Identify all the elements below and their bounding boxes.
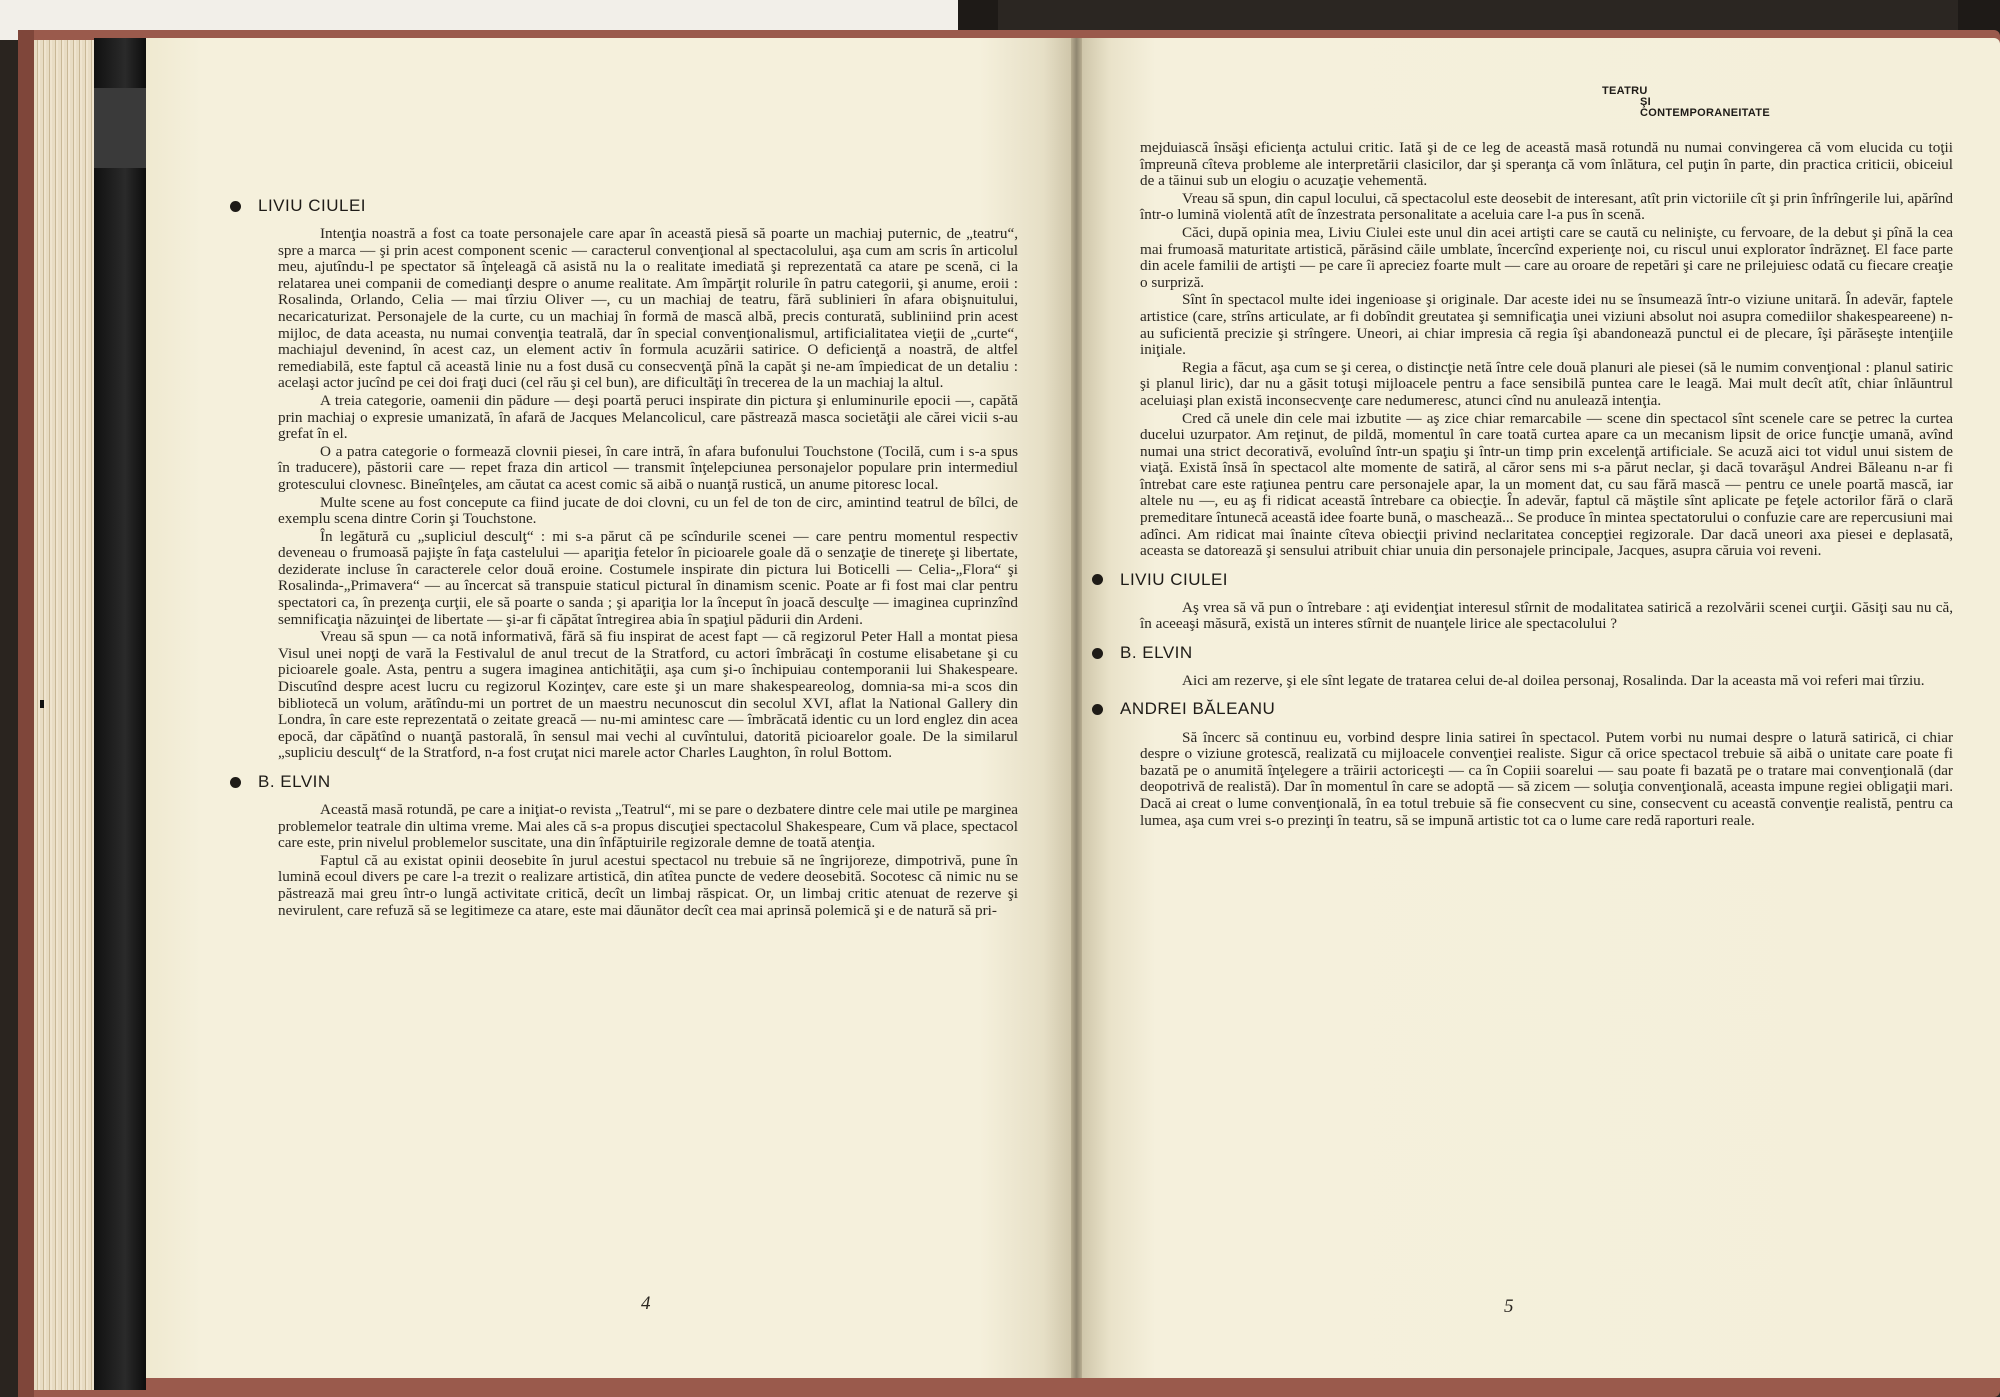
speaker-heading xyxy=(1092,700,1953,720)
scan-mark xyxy=(40,700,44,708)
paragraph: Vreau să spun, din capul locului, că spectacolul este deosebit de interesant, atît prin victoriile cît şi prin înfrîngerile lui, apărînd într-o lumină violentă atît de înzestrata personalitate a aceluia care l-a pus în scenă. xyxy=(1140,189,1953,224)
book-cover-edge xyxy=(18,30,34,1397)
page-number-right: 5 xyxy=(1504,1296,1514,1317)
speaker-heading xyxy=(1092,643,1953,663)
running-head xyxy=(1602,86,1852,119)
page-number-left: 4 xyxy=(641,1293,651,1314)
paragraph: A treia categorie, oamenii din pădure — deşi poartă peruci inspirate din pictura şi enluminurile epocii —, capătă prin machiaj o expresie umanizată, în afară de Jacques Melancolicul, care păstrează masca societăţii ale cărei vicii s-au grefat în el. xyxy=(278,391,1018,443)
running-head-line: TEATRU xyxy=(1602,85,1648,97)
binding-band xyxy=(94,38,146,1390)
speaker-name: ANDREI BĂLEANU xyxy=(1120,699,1276,719)
right-page-text xyxy=(1120,139,1953,830)
left-page xyxy=(146,38,1071,1378)
paragraph: În legătură cu „supliciul desculţ“ : mi s-a părut că pe scîndurile scenei — care pentru momentul respectiv deveneau o frumoasă pajişte în faţa castelului — apariţia fetelor în picioarele goale dă o senzaţie de tinereţe şi libertate, dezideratе incluse în caracterele celor două eroine. Costumele inspirate din pictura lui Boticelli — Celia-„Flora“ şi Rosalinda-„Primavera“ — au încercat să transpuie staticul pictural în dinamism scenic. Poate ar fi fost mai clar pentru spectatori ca, în prezenţa curţii, ele să poarte o sanda ; şi apariţia lor la început în joacă desculţe — imaginea cuprinzînd semnificaţia năzuinţei de libertate — şi-ar fi căpătat întregirea abia în spaţiul pădurii din Ardeni. xyxy=(278,527,1018,628)
speaker-name: B. ELVIN xyxy=(258,771,331,791)
paragraph: Intenţia noastră a fost ca toate personajele care apar în această piesă să poarte un machiaj puternic, de „teatru“, spre a marca — şi prin acest component scenic — caracterul convenţional al spectacolului, aşa cum am scris în articolul meu, ajutîndu-l pe spectator să înţeleagă că asistă nu la o realitate imediată şi reprezentată ca atare pe scenă, ci la relatarea unei companii de comedianţi despre o anume realitate. Am împărţit rolurile în patru categorii, şi anume, eroii : Rosalinda, Orlando, Celia — mai tîrziu Oliver —, cu un machiaj de teatru, fără sublinieri în afara obişnuitului, necaricaturizat. Personajele de la curte, cu un machiaj în formă de mască albă, precis conturată, subliniind prin acest mijloc, de data aceasta, nu numai convenţia teatrală, dar în special convenţionalismul, artificialitatea vieţii de „curte“, machiajul devenind, în acest caz, un element activ în formula acuzării satirice. O deficienţă a noastră, de altfel remediabilă, este faptul că această linie nu a fost dusă cu consecvenţă pînă la capăt şi ne-am împiedicat de un detaliu : acelaşi actor jucînd pe cei doi fraţi duci (cel rău şi cel bun), are dificultăţi în trecerea de la un machiaj la altul. xyxy=(278,225,1018,392)
speaker-name: LIVIU CIULEI xyxy=(1120,569,1229,589)
paragraph: mejduiască însăşi eficienţa actului critic. Iată şi de ce leg de această masă rotundă nu numai convingerea că vom elucida cu toţii împreună cîteva probleme ale interpretării clasicilor, dar şi speranţa că vom înlătura, cel puţin în parte, din practica criticii, obiceiul de a tăinui sub un elogiu o acuzaţie vehementă. xyxy=(1140,139,1953,190)
book-gutter xyxy=(1071,38,1082,1378)
page-edges xyxy=(34,40,94,1390)
bullet-icon xyxy=(1092,574,1103,585)
right-page xyxy=(1082,38,2000,1378)
paragraph: Cred că unele din cele mai izbutite — aş zice chiar remarcabile — scene din spectacol sînt scenele care se petrec la curtea ducelui uzurpator. Am reţinut, de pildă, momentul în care toată curtea apare ca un mecanism lipsit de orice funcţie umană, avînd numai una strict decorativă, evoluînd într-un spaţiu şi într-un timp prin excelenţă artificiale. Se acuză aici tot vidul unui sistem de viaţă. Există însă în spectacol alte momente de satiră, al căror sens mi s-a părut neclar, şi dacă tovarăşul Andrei Băleanu n-ar fi întrebat care este raţiunea pentru care personajele apar, la un moment dat, cu sau fără mască — pentru ce unele poartă mască, iar altele nu —, eu aş fi ridicat această întrebare ca obiecţie. În adevăr, faptul că măştile sînt aplicate pe feţele actorilor fără o clară premeditare întunecă această idee foarte bună, o maschează... Se produce în mintea spectatorului o confuzie care are repercusiuni mai adînci. Am ridicat mai înainte cîteva obiecţii privind neclaritatea concepţiei regizorale. Dar dacă uneori axa piesei e deplasată, aceasta se datorează şi sensului atribuit chiar unuia din personajele principale, Jacques, asupra căruia voi reveni. xyxy=(1140,409,1953,560)
speaker-heading xyxy=(230,772,1018,792)
speaker-heading xyxy=(1092,570,1953,590)
bullet-icon xyxy=(230,777,241,788)
paragraph: Regia a făcut, aşa cum se şi cerea, o distincţie netă între cele două planuri ale piesei (să le numim convenţional : planul satiric şi planul liric), dar nu a găsit totuşi mijloacele pentru a face sensibilă puntea care le leagă. Mai mult decît atît, chiar înlăuntrul aceluiaşi plan există inconsecvenţe care nedumeresc, atunci cînd nu anulează intenţia. xyxy=(1140,358,1953,409)
left-page-text xyxy=(258,186,1018,920)
bullet-icon xyxy=(230,201,241,212)
bullet-icon xyxy=(1092,648,1103,659)
running-head-line: CONTEMPORANEITATE xyxy=(1640,107,1770,119)
paragraph: Căci, după opinia mea, Liviu Ciulei este unul din acei artişti care se caută cu nelinişte, cu fervoare, de la debut şi pînă la cea mai frumoasă maturitate artistică, părăsind căile umblate, încercînd experienţe noi, cu riscul unui explorator îndrăzneţ. El face parte din acele familii de artişti — pe care îi apreciez foarte mult — care au oroare de repetări şi care ne prilejuiesc odată cu fiecare creaţie o surpriză. xyxy=(1140,223,1953,291)
paragraph: Această masă rotundă, pe care a iniţiat-o revista „Teatrul“, mi se pare o dezbatere dintre cele mai utile pe marginea problemelor teatrale din ultima vreme. Mai ales că s-a propus discuţiei spectacolul Shakespeare, Cum vă place, spectacol care este, prin nivelul problemelor suscitate, una din înfăptuirile regizorale demne de toată atenţia. xyxy=(278,801,1018,852)
paragraph: Vreau să spun — ca notă informativă, fără să fiu inspirat de acest fapt — că regizorul Peter Hall a montat piesa Visul unei nopţi de vară la Festivalul de anul trecut de la Stratford, cu actori îmbrăcaţi în costume elisabetane şi cu picioarele goale. Asta, pentru a sugera imaginea antichităţii, aşa cum şi-o închipuiau contemporanii lui Shakespeare. Discutînd despre acest lucru cu regizorul Kozinţev, care este şi un mare shakespeareolog, domnia-sa mi-a scos din bibliotecă un volum, arătîndu-mi un portret de un maestru necunoscut din secolul XVI, aflat la National Gallery din Londra, în care este reprezentată o zeitate greacă — nu-mi amintesc care — îmbrăcată identic cu un lord englez din acea epocă, dar căpătînd o nuanţă pastorală, în sensul mai vechi al cuvîntului, datorită picioarelor goale. De la similarul „supliciu desculţ“ de la Stratford, n-a fost cruţat nici marele actor Charles Laughton, în rolul Bottom. xyxy=(278,628,1018,762)
running-head-line: ŞI xyxy=(1640,96,1651,108)
paragraph: Multe scene au fost concepute ca fiind jucate de doi clovni, cu un fel de ton de circ, amintind teatrul de bîlci, de exemplu scena dintre Corin şi Touchstone. xyxy=(278,493,1018,528)
paragraph: Să încerc să continuu eu, vorbind despre linia satirei în spectacol. Putem vorbi nu numai despre o latură satirică, ci chiar despre o viziune grotescă, realizată cu mijloacele convenţiei realiste. Sigur că orice spectacol trebuie să aibă o unitate care poate fi bazată pe o anumită înţelegere a trăirii actoriceşti — ca în Copiii soarelui — sau poate fi bazată pe o tratare mai convenţională (dar deopotrivă de realistă). Dar în momentul în care se adoptă — să zicem — soluţia convenţională, aceasta impune regiei obligaţii mari. Dacă ai creat o lume convenţională, în ea totul trebuie să fie consecvent cu sine, consecvent cu această convenţie realistă, pentru ca lumea, aşa cum vrei s-o prezinţi în teatru, să se impună artistic tot ca o lume care redă raporturi reale. xyxy=(1140,728,1953,829)
speaker-heading xyxy=(230,196,1018,216)
speaker-name: LIVIU CIULEI xyxy=(258,195,367,215)
paragraph: Faptul că au existat opinii deosebite în jurul acestui spectacol nu trebuie să ne îngrijoreze, dimpotrivă, pune în lumină ecoul divers pe care l-a trezit o realizare artistică, din atîtea puncte de vedere deosebită. Socotesc că nimic nu se păstrează mai greu într-o lungă activitate critică, decît un limbaj răspicat. Or, un limbaj critic atenuat de rezerve şi nevirulent, care refuză să se legitimeze ca atare, este mai dăunător decît cea mai aprinsă polemică şi e de natură să pri- xyxy=(278,851,1018,919)
speaker-name: B. ELVIN xyxy=(1120,642,1193,662)
paragraph: Aici am rezerve, şi ele sînt legate de tratarea celui de-al doilea personaj, Rosalinda. Dar la aceasta mă voi referi mai tîrziu. xyxy=(1182,672,1925,690)
paragraph: Aş vrea să vă pun o întrebare : aţi evidenţiat interesul stîrnit de modalitatea satirică a rezolvării scenei curţii. Găsiţi sau nu că, în aceeaşi măsură, există un interes stîrnit de nuanţele lirice ale spectacolului ? xyxy=(1140,598,1953,633)
paragraph: O a patra categorie o formează clovnii piesei, în care intră, în afara bufonului Touchstone (Tocilă, cum i s-a spus în traducere), păstorii care — repet fraza din articol — transmit înţelepciunea personajelor populare prin intermediul grotescului clovnesc. Bineînţeles, am căutat ca acest comic să aibă o nuanţă rustică, un anume pitoresc local. xyxy=(278,442,1018,493)
paragraph: Sînt în spectacol multe idei ingenioase şi originale. Dar aceste idei nu se însumează într-o viziune unitară. În adevăr, faptele artistice (care, strîns articulate, ar fi dobîndit greutatea şi semnificaţia unei viziuni absolut noi asupra comediilor shakespeareene) n-au suficientă precizie şi strîngere. Uneori, ai chiar impresia că regia îşi abandonează punctul ei de plecare, îşi părăseşte intenţiile iniţiale. xyxy=(1140,291,1953,359)
bullet-icon xyxy=(1092,704,1103,715)
